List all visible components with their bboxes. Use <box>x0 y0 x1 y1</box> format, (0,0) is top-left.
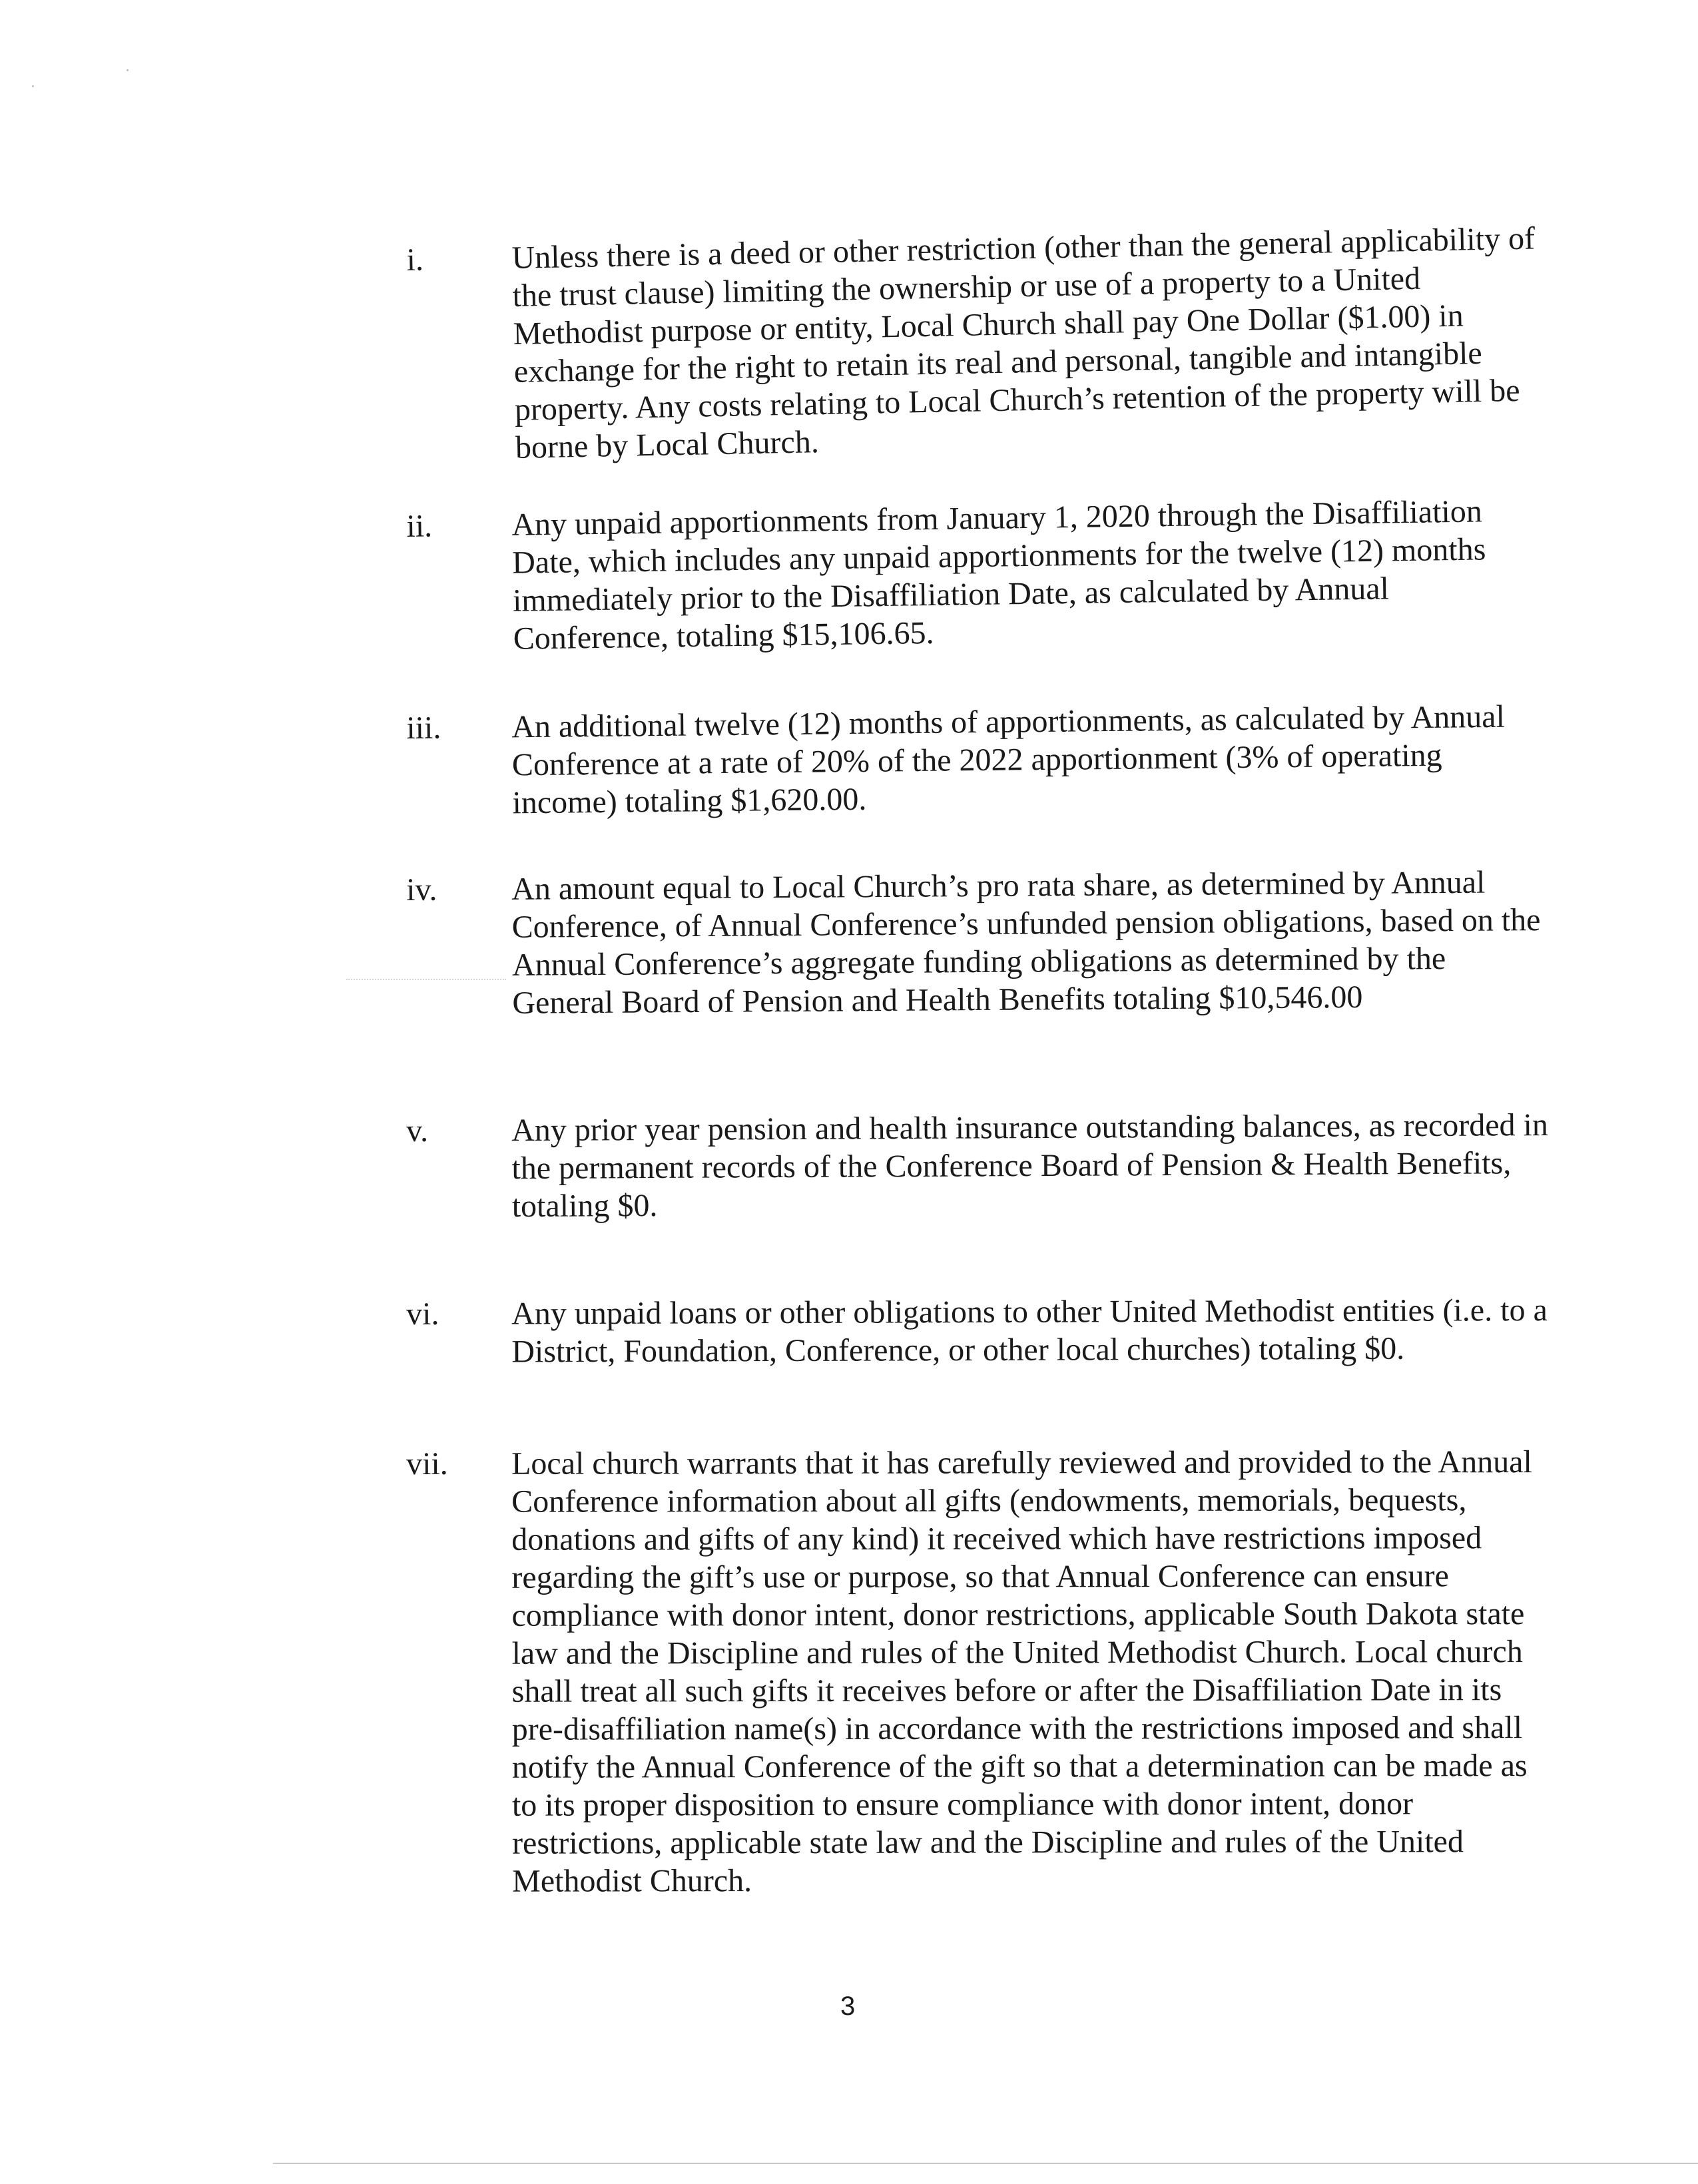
scan-speck <box>127 69 129 71</box>
list-item <box>406 863 1541 1021</box>
list-item-text: An additional twelve (12) months of apportionments, as calculated by Annual Conference at a rate of 20% of the 2022 apportionment (3% of operating income) totaling $1,620.00. <box>511 698 1506 821</box>
list-item <box>406 697 1538 821</box>
scan-edge-line <box>273 2163 1698 2164</box>
scan-speck <box>32 85 34 87</box>
list-item-text: Local church warrants that it has carefully reviewed and provided to the Annual Conference information about all gifts (endowments, memorials, bequests, donations and gifts of any kind) it received which have restrictions imposed regarding the gift’s use or purpose, so that Annual Conference can ensure compliance with donor intent, donor restrictions, applicable South Dakota state law and the Discipline and rules of the United Methodist Church. Local church shall treat all such gifts it receives before or after the Disaffiliation Date in its pre-disaffiliation name(s) in accordance with the restrictions imposed and shall notify the Annual Conference of the gift so that a determination can be made as to its proper disposition to ensure compliance with donor intent, donor restrictions, applicable state law and the Discipline and rules of the United Methodist Church. <box>511 1444 1532 1899</box>
list-item-number: vii. <box>406 1446 448 1482</box>
list-item <box>406 491 1538 657</box>
list-item-number: i. <box>406 242 424 278</box>
list-item-text: Unless there is a deed or other restriction (other than the general applicability of the trust clause) limiting the ownership or use of a property to a United Methodist purpose or entity, Local Church shall pay One Dollar ($1.00) in exchange for the right to retain its real and personal, tangible and intangible property. Any costs relating to Local Church’s retention of the property will be borne by Local Church. <box>511 220 1536 465</box>
list-item <box>406 1291 1548 1370</box>
list-item-text: Any prior year pension and health insurance outstanding balances, as recorded in the permanent records of the Conference Board of Pension & Health Benefits, totaling $0. <box>511 1107 1549 1225</box>
scan-artifact <box>346 979 506 980</box>
list-item-text: Any unpaid apportionments from January 1, 2020 through the Disaffiliation Date, which includes any unpaid apportionments for the twelve (12) months immediately prior to the Disaffiliation Date, as calculated by Annual Conference, totaling $15,106.65. <box>511 493 1486 657</box>
list-item-number: vi. <box>406 1296 439 1332</box>
list-item-number: ii. <box>406 508 433 544</box>
list-item-text: Any unpaid loans or other obligations to other United Methodist entities (i.e. to a District, Foundation, Conference, or other local churches) totaling $0. <box>511 1292 1548 1370</box>
page-number: 3 <box>840 1992 856 2021</box>
list-item-text: An amount equal to Local Church’s pro rata share, as determined by Annual Conference, of Annual Conference’s unfunded pension obligations, based on the Annual Conference’s aggregate funding obligations as determined by the General Board of Pension and Health Benefits totaling $10,546.00 <box>511 864 1541 1021</box>
list-item-number: iii. <box>406 710 441 746</box>
list-item-number: iv. <box>406 872 437 908</box>
list-item <box>406 1106 1549 1225</box>
list-item <box>406 219 1538 465</box>
list-item <box>406 1443 1538 1899</box>
list-item-number: v. <box>406 1113 429 1149</box>
